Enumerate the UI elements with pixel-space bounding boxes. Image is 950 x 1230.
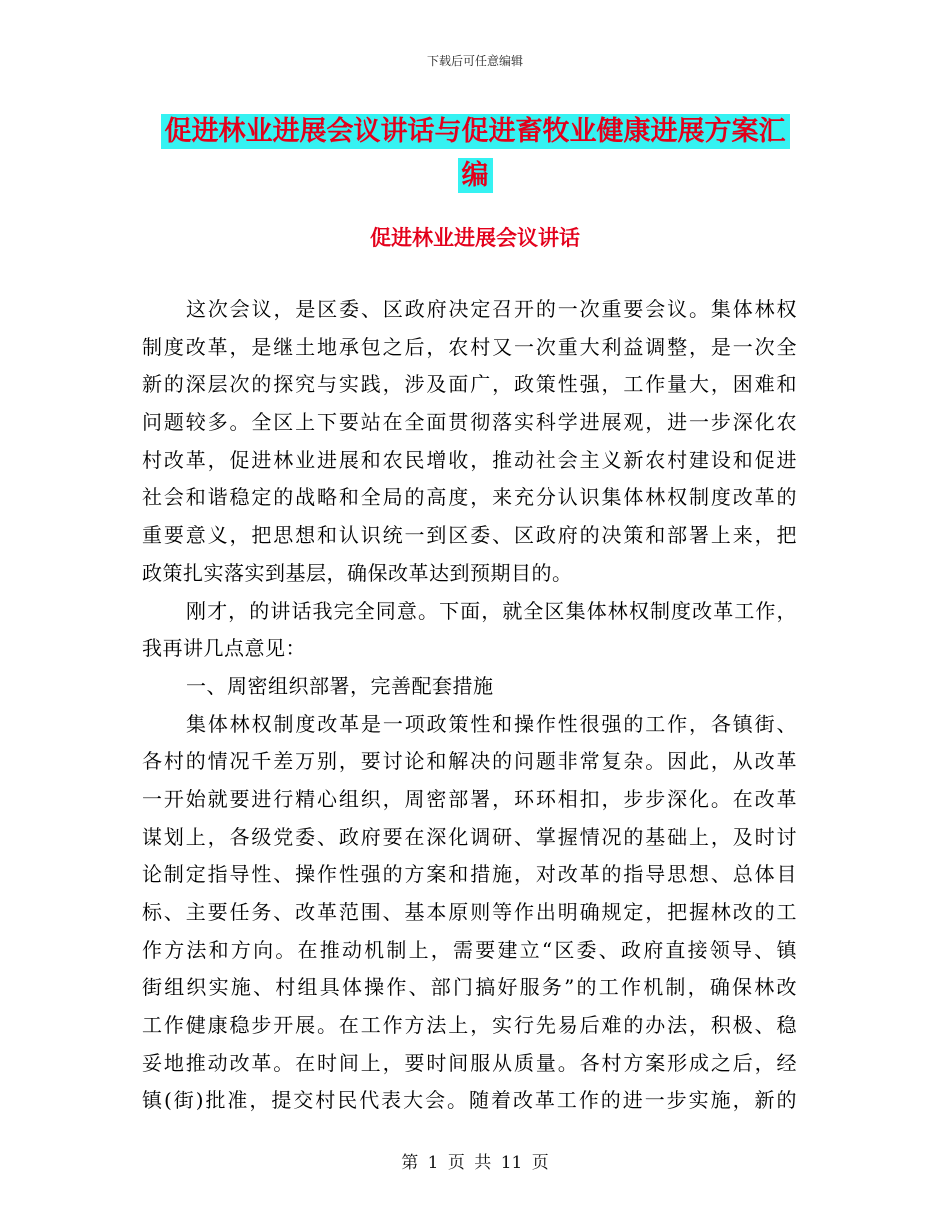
document-title-line-1: 促进林业进展会议讲话与促进畜牧业健康进展方案汇 (0, 106, 950, 158)
text-line: 妥地推动改革。在时间上，要时间服从质量。各村方案形成之后，经 (142, 1050, 797, 1075)
text-line: 新的深层次的探究与实践，涉及面广，政策性强，工作量大，困难和 (142, 372, 797, 397)
text-line: 街组织实施、村组具体操作、部门搞好服务”的工作机制，确保林改 (142, 975, 797, 1000)
text-line: 问题较多。全区上下要站在全面贯彻落实科学进展观，进一步深化农 (142, 410, 797, 435)
text-line: 我再讲几点意见： (142, 636, 306, 661)
text-line: 作方法和方向。在推动机制上，需要建立“区委、政府直接领导、镇 (142, 937, 797, 962)
text-line: 工作健康稳步开展。在工作方法上，实行先易后难的办法，积极、稳 (142, 1013, 797, 1038)
text-line: 政策扎实落实到基层，确保改革达到预期目的。 (142, 560, 573, 585)
text-line: 标、主要任务、改革范围、基本原则等作出明确规定，把握林改的工 (142, 900, 797, 924)
text-line: 制度改革，是继土地承包之后，农村又一次重大利益调整，是一次全 (142, 334, 797, 359)
body-text (142, 291, 797, 1120)
text-line: 谋划上，各级党委、政府要在深化调研、掌握情况的基础上，及时讨 (142, 824, 797, 849)
text-line: 这次会议，是区委、区政府决定召开的一次重要会议。集体林权 (186, 297, 797, 321)
section-subtitle: 促进林业进展会议讲话 (370, 226, 580, 250)
page-footer: 第 1 页 共 11 页 (401, 1153, 549, 1173)
text-line: 各村的情况千差万别，要讨论和解决的问题非常复杂。因此，从改革 (142, 749, 797, 774)
text-line: 重要意义，把思想和认识统一到区委、区政府的决策和部署上来，把 (142, 523, 797, 548)
text-line: 集体林权制度改革是一项政策性和操作性很强的工作，各镇街、 (186, 711, 797, 736)
text-line: 刚才，的讲话我完全同意。下面，就全区集体林权制度改革工作， (186, 598, 797, 623)
section-heading: 一、周密组织部署，完善配套措施 (186, 673, 494, 698)
text-line: 村改革，促进林业进展和农民增收，推动社会主义新农村建设和促进 (142, 447, 797, 472)
text-line: 一开始就要进行精心组织，周密部署，环环相扣，步步深化。在改革 (142, 786, 797, 811)
text-line: 论制定指导性、操作性强的方案和措施，对改革的指导思想、总体目 (142, 862, 797, 887)
text-line: 社会和谐稳定的战略和全局的高度，来充分认识集体林权制度改革的 (142, 485, 797, 510)
page-header: 下载后可任意编辑 (426, 54, 523, 68)
document-title-line-2: 编 (0, 150, 950, 202)
text-line: 镇(街)批准，提交村民代表大会。随着改革工作的进一步实施，新的 (142, 1088, 797, 1113)
